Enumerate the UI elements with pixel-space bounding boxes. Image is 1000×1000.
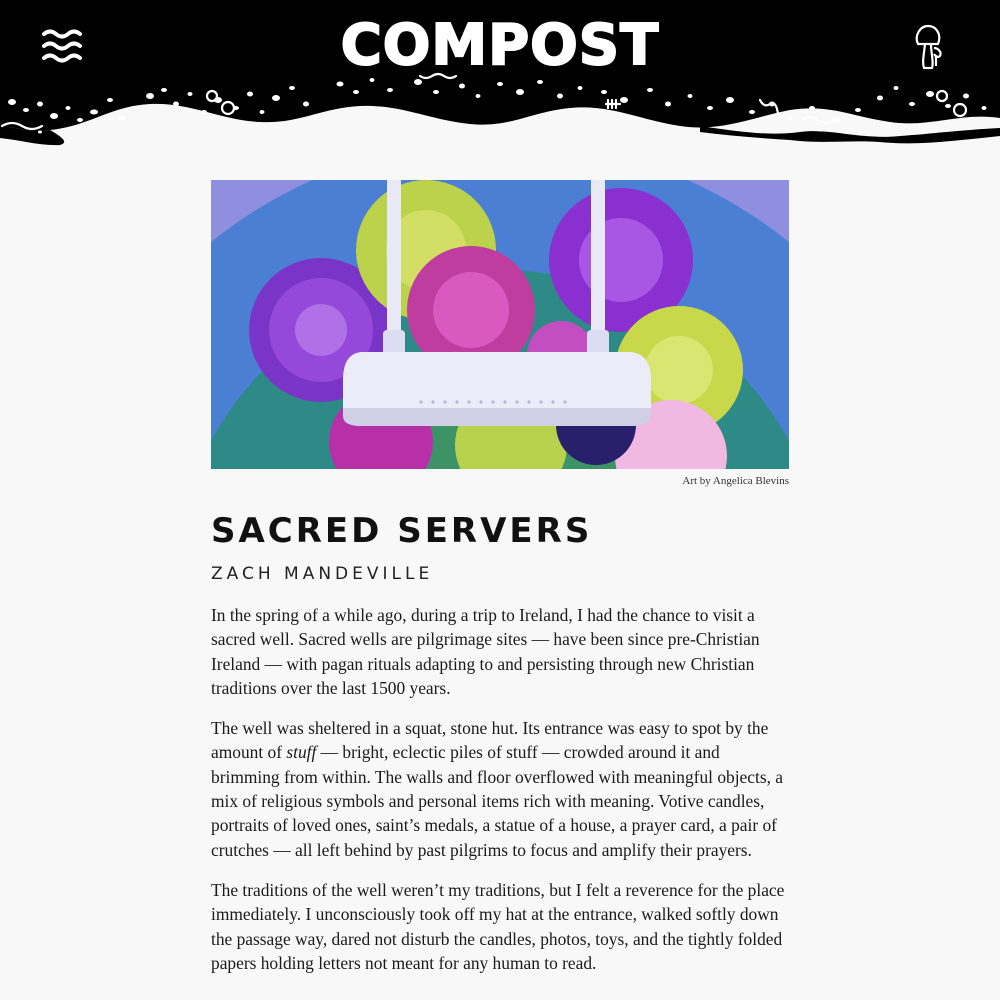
site-header [0, 0, 1000, 150]
paragraph-2-text-b: — bright, eclectic piles of stuff — crowded around it and brimming from within. The walls and floor overflowed with meaningful objects, a mix of religious symbols and personal items rich with meaning. Votive candles, portraits of loved ones, saint’s medals, a statue of a house, a prayer card, a pair of crutches — all left behind by past pilgrims to focus and amplify their prayers. [211, 742, 783, 860]
paragraph-1: In the spring of a while ago, during a trip to Ireland, I had the chance to visit a sacred well. Sacred wells are pilgrimage sites — have been since pre-Christian Ireland — with pagan rituals adapting to and persisting through new Christian traditions over the last 1500 years. [211, 605, 760, 698]
paragraph-3: The traditions of the well weren’t my traditions, but I felt a reverence for the place immediately. I unconsciously took off my hat at the entrance, walked softly down the passage way, dared not disturb the candles, photos, toys, and the tightly folded papers holding letters not meant for any human to read. [211, 879, 785, 973]
article [211, 180, 789, 975]
article-body [211, 603, 789, 975]
mushroom-icon[interactable] [912, 22, 946, 72]
paragraph-2-text-a: The well was sheltered in a squat, stone hut. Its entrance was easy to spot by the amount of [211, 718, 769, 763]
paragraph-2 [211, 716, 789, 862]
paragraph-2-emphasis: stuff [286, 742, 317, 763]
site-logo[interactable]: COMPOST [340, 13, 660, 78]
article-title: SACRED SERVERS [211, 511, 593, 551]
image-credit: Art by Angelica Blevins [682, 475, 789, 487]
article-author[interactable]: ZACH MANDEVILLE [211, 564, 434, 584]
hero-image [211, 180, 789, 469]
